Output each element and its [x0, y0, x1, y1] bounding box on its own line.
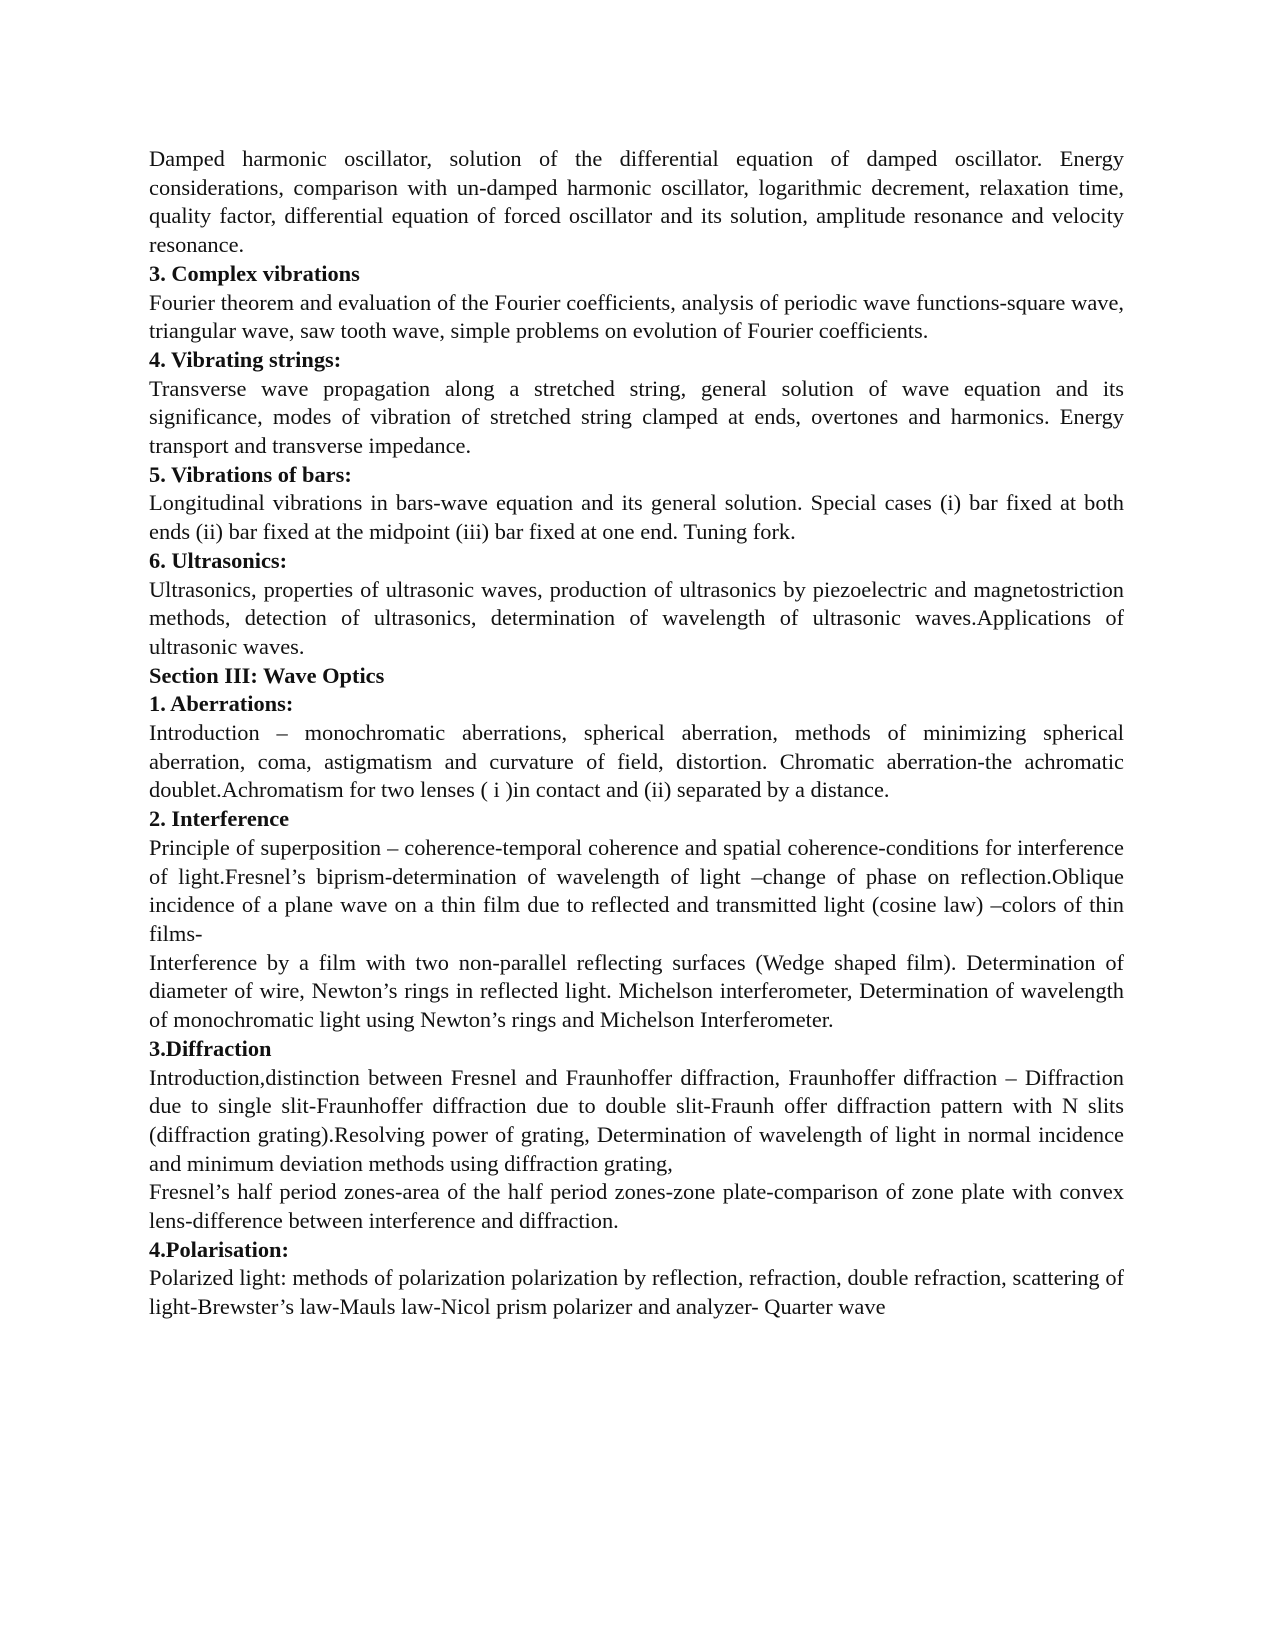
document-page	[149, 145, 1124, 1322]
heading-polarisation: 4.Polarisation:	[149, 1236, 289, 1262]
paragraph-interference-2: Interference by a film with two non-parallel reflecting surfaces (Wedge shaped film). Determination of diameter of wire, Newton’s rings in reflected light. Michelson interferometer, Determination of wavelength of monochromatic light using Newton’s rings and Michelson Interferometer.	[149, 949, 1124, 1033]
heading-interference: 2. Interference	[149, 806, 290, 832]
section-heading-wave-optics: Section III: Wave Optics	[149, 662, 385, 688]
paragraph-complex-vibrations: Fourier theorem and evaluation of the Fourier coefficients, analysis of periodic wave functions-square wave, triangular wave, saw tooth wave, simple problems on evolution of Fourier coefficients.	[149, 289, 1124, 344]
paragraph-damped-oscillator: Damped harmonic oscillator, solution of the differential equation of damped oscillator. Energy considerations, comparison with un-damped harmonic oscillator, logarithmic decrement, relaxation time, quality factor, differential equation of forced oscillator and its solution, amplitude resonance and velocity resonance.	[149, 146, 1124, 258]
heading-aberrations: 1. Aberrations:	[149, 691, 294, 717]
paragraph-vibrations-of-bars: Longitudinal vibrations in bars-wave equation and its general solution. Special cases (i) bar fixed at both ends (ii) bar fixed at the midpoint (iii) bar fixed at one end. Tuning fork.	[149, 490, 1124, 545]
heading-ultrasonics: 6. Ultrasonics:	[149, 547, 288, 573]
heading-vibrations-of-bars: 5. Vibrations of bars:	[149, 461, 352, 487]
heading-complex-vibrations: 3. Complex vibrations	[149, 260, 360, 286]
paragraph-polarisation: Polarized light: methods of polarization polarization by reflection, refraction, double refraction, scattering of light-Brewster’s law-Mauls law-Nicol prism polarizer and analyzer- Quarter wave	[149, 1265, 1124, 1320]
paragraph-vibrating-strings: Transverse wave propagation along a stretched string, general solution of wave equation and its significance, modes of vibration of stretched string clamped at ends, overtones and harmonics. Energy transport and transverse impedance.	[149, 375, 1124, 459]
paragraph-ultrasonics: Ultrasonics, properties of ultrasonic waves, production of ultrasonics by piezoelectric and magnetostriction methods, detection of ultrasonics, determination of wavelength of ultrasonic waves.Applications of ultrasonic waves.	[149, 576, 1124, 659]
heading-diffraction: 3.Diffraction	[149, 1035, 272, 1061]
paragraph-interference-1: Principle of superposition – coherence-temporal coherence and spatial coherence-conditions for interference of light.Fresnel’s biprism-determination of wavelength of light –change of phase on reflection.Oblique incidence of a plane wave on a thin film due to reflected and transmitted light (cosine law) –colors of thin films-	[149, 834, 1124, 946]
paragraph-aberrations: Introduction – monochromatic aberrations, spherical aberration, methods of minimizing spherical aberration, coma, astigmatism and curvature of field, distortion. Chromatic aberration-the achromatic doublet.Achromatism for two lenses ( i )in contact and (ii) separated by a distance.	[149, 720, 1124, 803]
paragraph-diffraction-2: Fresnel’s half period zones-area of the half period zones-zone plate-comparison of zone plate with convex lens-difference between interference and diffraction.	[149, 1179, 1124, 1234]
heading-vibrating-strings: 4. Vibrating strings:	[149, 346, 342, 372]
paragraph-diffraction-1: Introduction,distinction between Fresnel and Fraunhoffer diffraction, Fraunhoffer diffraction – Diffraction due to single slit-Fraunhoffer diffraction due to double slit-Fraunh offer diffraction pattern with N slits (diffraction grating).Resolving power of grating, Determination of wavelength of light in normal incidence and minimum deviation methods using diffraction grating,	[149, 1064, 1124, 1176]
